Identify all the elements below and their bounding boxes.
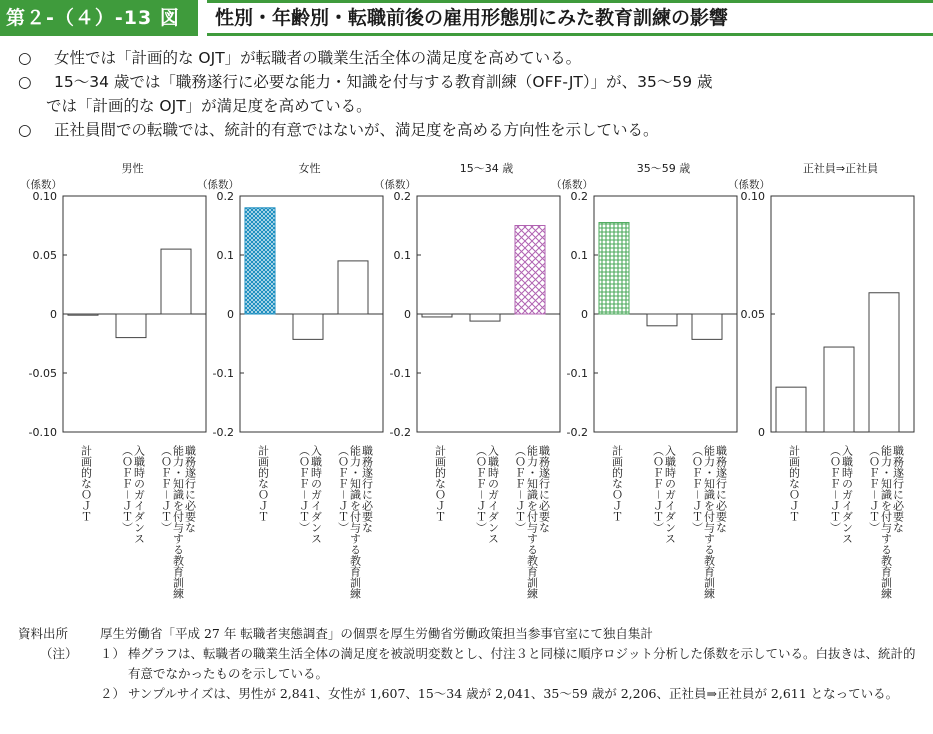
source-row	[18, 624, 923, 644]
category-label: 能力・知識を付与する教育訓練	[348, 445, 362, 599]
bullet-mark: ○	[18, 73, 32, 91]
category-label: （ＯＦＦ－ＪＴ）	[336, 445, 350, 533]
y-tick-label: -0.2	[212, 426, 234, 439]
y-tick-label: 0.05	[740, 308, 765, 321]
bar	[776, 387, 806, 432]
y-tick-label: -0.1	[212, 367, 234, 380]
category-label: （ＯＦＦ－ＪＴ）	[120, 445, 134, 533]
bullet-mark: ○	[18, 49, 32, 67]
category-label: 計画的なＯＪＴ	[79, 445, 93, 522]
category-label: （ＯＦＦ－ＪＴ）	[474, 445, 488, 533]
y-axis-label: （係数）	[20, 179, 62, 191]
bar	[692, 314, 722, 339]
category-label: 職務遂行に必要な	[714, 445, 728, 533]
category-label: （ＯＦＦ－ＪＴ）	[690, 445, 704, 533]
note-text: 棒グラフは、転職者の職業生活全体の満足度を被説明変数とし、付注３と同様に順序ロジット分析した係数を示している。白抜きは、統計的有意でなかったものを示している。	[128, 646, 916, 681]
category-label: （ＯＦＦ－ＪＴ）	[828, 445, 842, 533]
bullet-text-continued: では「計画的な OJT」が満足度を高めている。	[46, 97, 372, 115]
y-tick-label: 0.05	[32, 249, 57, 262]
category-label: 能力・知識を付与する教育訓練	[702, 445, 716, 599]
y-tick-label: -0.10	[28, 426, 57, 439]
category-label: 能力・知識を付与する教育訓練	[171, 445, 185, 599]
y-tick-label: 0	[581, 308, 588, 321]
bar	[470, 314, 500, 321]
category-label: 職務遂行に必要な	[183, 445, 197, 533]
y-tick-label: -0.1	[389, 367, 411, 380]
figure-title: 性別・年齢別・転職前後の雇用形態別にみた教育訓練の影響	[207, 0, 933, 36]
category-label: （ＯＦＦ－ＪＴ）	[297, 445, 311, 533]
y-tick-label: 0.10	[32, 190, 57, 203]
bar	[869, 293, 899, 432]
source-notes	[18, 624, 923, 704]
bar	[824, 347, 854, 432]
y-tick-label: 0.2	[393, 190, 411, 203]
category-label: 計画的なＯＪＴ	[433, 445, 447, 522]
y-axis-label: （係数）	[551, 179, 593, 191]
bar	[245, 208, 275, 314]
bullet-text: 女性では「計画的な OJT」が転職者の職業生活全体の満足度を高めている。	[54, 49, 582, 67]
y-tick-label: 0	[50, 308, 57, 321]
note-number: １）	[100, 646, 126, 661]
y-tick-label: 0.10	[740, 190, 765, 203]
bar	[293, 314, 323, 339]
y-axis-label: （係数）	[197, 179, 239, 191]
category-label: 入職時のガイダンス	[132, 445, 146, 544]
category-label: 能力・知識を付与する教育訓練	[525, 445, 539, 599]
summary-bullets	[18, 46, 923, 142]
category-label: 職務遂行に必要な	[360, 445, 374, 533]
note-item	[18, 644, 923, 684]
bar	[647, 314, 677, 326]
category-label: 計画的なＯＪＴ	[787, 445, 801, 522]
summary-bullet	[18, 46, 923, 70]
bar	[422, 314, 452, 317]
category-label: （ＯＦＦ－ＪＴ）	[159, 445, 173, 533]
y-tick-label: 0	[758, 426, 765, 439]
bar	[68, 314, 98, 315]
category-label: （ＯＦＦ－ＪＴ）	[513, 445, 527, 533]
y-tick-label: 0.1	[216, 249, 234, 262]
category-label: 計画的なＯＪＴ	[256, 445, 270, 522]
category-label: 計画的なＯＪＴ	[610, 445, 624, 522]
bullet-text: 15～34 歳では「職務遂行に必要な能力・知識を付与する教育訓練（OFF-JT）」が、35～59 歳	[54, 73, 713, 91]
category-label: 職務遂行に必要な	[537, 445, 551, 533]
y-axis-label: （係数）	[728, 179, 770, 191]
category-label: 職務遂行に必要な	[891, 445, 905, 533]
bar	[338, 261, 368, 314]
bullet-text: 正社員間での転職では、統計的有意ではないが、満足度を高める方向性を示している。	[54, 121, 659, 139]
figure-header	[0, 0, 933, 36]
chart-title: 35～59 歳	[636, 162, 691, 175]
bullet-mark: ○	[18, 121, 32, 139]
note-number: ２）	[100, 686, 126, 701]
category-label: （ＯＦＦ－ＪＴ）	[867, 445, 881, 533]
note-label: （注）	[40, 646, 78, 661]
category-label: （ＯＦＦ－ＪＴ）	[651, 445, 665, 533]
source-label: 資料出所	[18, 626, 69, 641]
chart-panels	[0, 150, 933, 620]
y-tick-label: -0.2	[566, 426, 588, 439]
y-tick-label: 0.1	[393, 249, 411, 262]
bar	[116, 314, 146, 338]
y-tick-label: 0	[404, 308, 411, 321]
y-tick-label: -0.05	[28, 367, 57, 380]
source-text: 厚生労働省「平成 27 年 転職者実態調査」の個票を厚生労働省労働政策担当参事官室にて独自集計	[100, 626, 653, 641]
chart-title: 15～34 歳	[459, 162, 514, 175]
category-label: 入職時のガイダンス	[309, 445, 323, 544]
y-tick-label: -0.1	[566, 367, 588, 380]
category-label: 入職時のガイダンス	[840, 445, 854, 544]
y-tick-label: 0.1	[570, 249, 588, 262]
figure-number: 第２-（４）-13 図	[0, 0, 198, 36]
summary-bullet	[18, 118, 923, 142]
summary-bullet	[18, 70, 923, 118]
y-tick-label: -0.2	[389, 426, 411, 439]
y-tick-label: 0	[227, 308, 234, 321]
note-item	[18, 684, 923, 704]
category-label: 入職時のガイダンス	[486, 445, 500, 544]
chart-title: 正社員⇒正社員	[802, 162, 879, 175]
chart-title: 男性	[121, 162, 144, 175]
category-label: 入職時のガイダンス	[663, 445, 677, 544]
note-text: サンプルサイズは、男性が 2,841、女性が 1,607、15～34 歳が 2,041、35～59 歳が 2,206、正社員⇒正社員が 2,611 となっている。	[128, 686, 899, 701]
y-tick-label: 0.2	[216, 190, 234, 203]
bar	[599, 223, 629, 314]
category-label: 能力・知識を付与する教育訓練	[879, 445, 893, 599]
y-axis-label: （係数）	[374, 179, 416, 191]
bar	[161, 249, 191, 314]
bar	[515, 226, 545, 315]
chart-title: 女性	[298, 162, 321, 175]
y-tick-label: 0.2	[570, 190, 588, 203]
